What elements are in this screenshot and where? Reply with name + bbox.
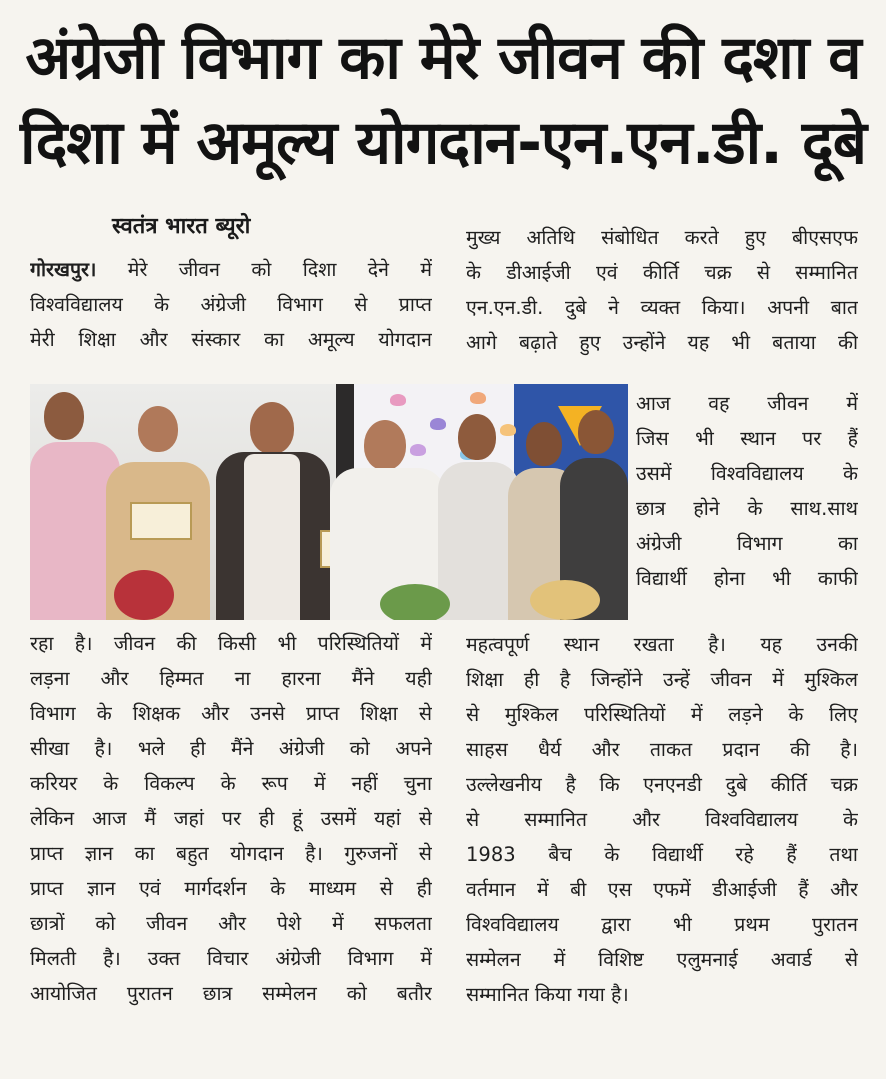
article-line: उल्लेखनीय है कि एनएनडी दुबे कीर्ति चक्र xyxy=(466,773,858,796)
byline: स्वतंत्र भारत ब्यूरो xyxy=(112,214,251,239)
article-line: के डीआईजी एवं कीर्ति चक्र से सम्मानित xyxy=(466,261,858,284)
article-line xyxy=(30,252,432,287)
article-line: महत्वपूर्ण स्थान रखता है। यह उनकी xyxy=(466,633,858,656)
article-text: मेरे जीवन को दिशा देने में xyxy=(127,258,432,281)
article-line: विश्वविद्यालय के अंग्रेजी विभाग से प्राप्त xyxy=(30,293,432,316)
article-line: छात्र होने के साथ.साथ xyxy=(636,497,858,520)
photo-plaque xyxy=(130,502,192,540)
article-line: से सम्मानित और विश्वविद्यालय के xyxy=(466,808,858,831)
article-line: करियर के विकल्प के रूप में नहीं चुना xyxy=(30,772,432,795)
article-line: सीखा है। भले ही मैंने अंग्रेजी को अपने xyxy=(30,737,432,760)
article-column-left-top xyxy=(30,252,432,357)
article-line: आज वह जीवन में xyxy=(636,392,858,415)
article-line: लड़ना और हिम्मत ना हारना मैंने यही xyxy=(30,667,432,690)
article-line: लेकिन आज मैं जहां पर ही हूं उसमें यहां से xyxy=(30,807,432,830)
article-line: सम्मानित किया गया है। xyxy=(466,983,629,1006)
article-line: विद्यार्थी होना भी काफी xyxy=(636,567,858,590)
headline-line-1: अंग्रेजी विभाग का मेरे जीवन की दशा व xyxy=(25,23,861,93)
article-line: 1983 बैच के विद्यार्थी रहे हैं तथा xyxy=(466,843,858,866)
article-line: मेरी शिक्षा और संस्कार का अमूल्य योगदान xyxy=(30,328,432,351)
article-line: प्राप्त ज्ञान एवं मार्गदर्शन के माध्यम से ही xyxy=(30,877,432,900)
article-column-right-top xyxy=(466,220,858,360)
article-line: शिक्षा ही है जिन्होंने उन्हें जीवन में मुश्किल xyxy=(466,668,858,691)
article-column-right-bottom xyxy=(466,627,858,1012)
article-line: जिस भी स्थान पर हैं xyxy=(636,427,858,450)
article-line: से मुश्किल परिस्थितियों में लड़ने के लिए xyxy=(466,703,858,726)
article-line: विभाग के शिक्षक और उनसे प्राप्त शिक्षा से xyxy=(30,702,432,725)
article-line: प्राप्त ज्ञान का बहुत योगदान है। गुरुजनों से xyxy=(30,842,432,865)
article-line: रहा है। जीवन की किसी भी परिस्थितियों में xyxy=(30,632,432,655)
article-line: उसमें विश्वविद्यालय के xyxy=(636,462,858,485)
photo-flowers xyxy=(530,580,600,620)
article-line: एन.एन.डी. दुबे ने व्यक्त किया। अपनी बात xyxy=(466,296,858,319)
article-line: मिलती है। उक्त विचार अंग्रेजी विभाग में xyxy=(30,947,432,970)
article-line: छात्रों को जीवन और पेशे में सफलता xyxy=(30,912,432,935)
photo-flowers xyxy=(380,584,450,620)
news-photo xyxy=(30,384,628,620)
headline-line-2: दिशा में अमूल्य योगदान-एन.एन.डी. दूबे xyxy=(20,108,866,178)
article-line: सम्मेलन में विशिष्ट एलुमनाई अवार्ड से xyxy=(466,948,858,971)
article-line: वर्तमान में बी एस एफमें डीआईजी हैं और xyxy=(466,878,858,901)
article-line: विश्वविद्यालय द्वारा भी प्रथम पुरातन xyxy=(466,913,858,936)
headline xyxy=(0,0,886,196)
article-line: अंग्रेजी विभाग का xyxy=(636,532,858,555)
article-line: मुख्य अतिथि संबोधित करते हुए बीएसएफ xyxy=(466,226,858,249)
dateline: गोरखपुर। xyxy=(30,258,97,281)
article-line: आगे बढ़ाते हुए उन्होंने यह भी बताया की xyxy=(466,331,858,354)
photo-flowers xyxy=(114,570,174,620)
article-line: साहस धैर्य और ताकत प्रदान की है। xyxy=(466,738,858,761)
article-column-right-mid xyxy=(636,386,858,596)
article-column-left-bottom xyxy=(30,626,432,1011)
article-line: आयोजित पुरातन छात्र सम्मेलन को बतौर xyxy=(30,982,432,1005)
photo-person xyxy=(216,384,330,620)
